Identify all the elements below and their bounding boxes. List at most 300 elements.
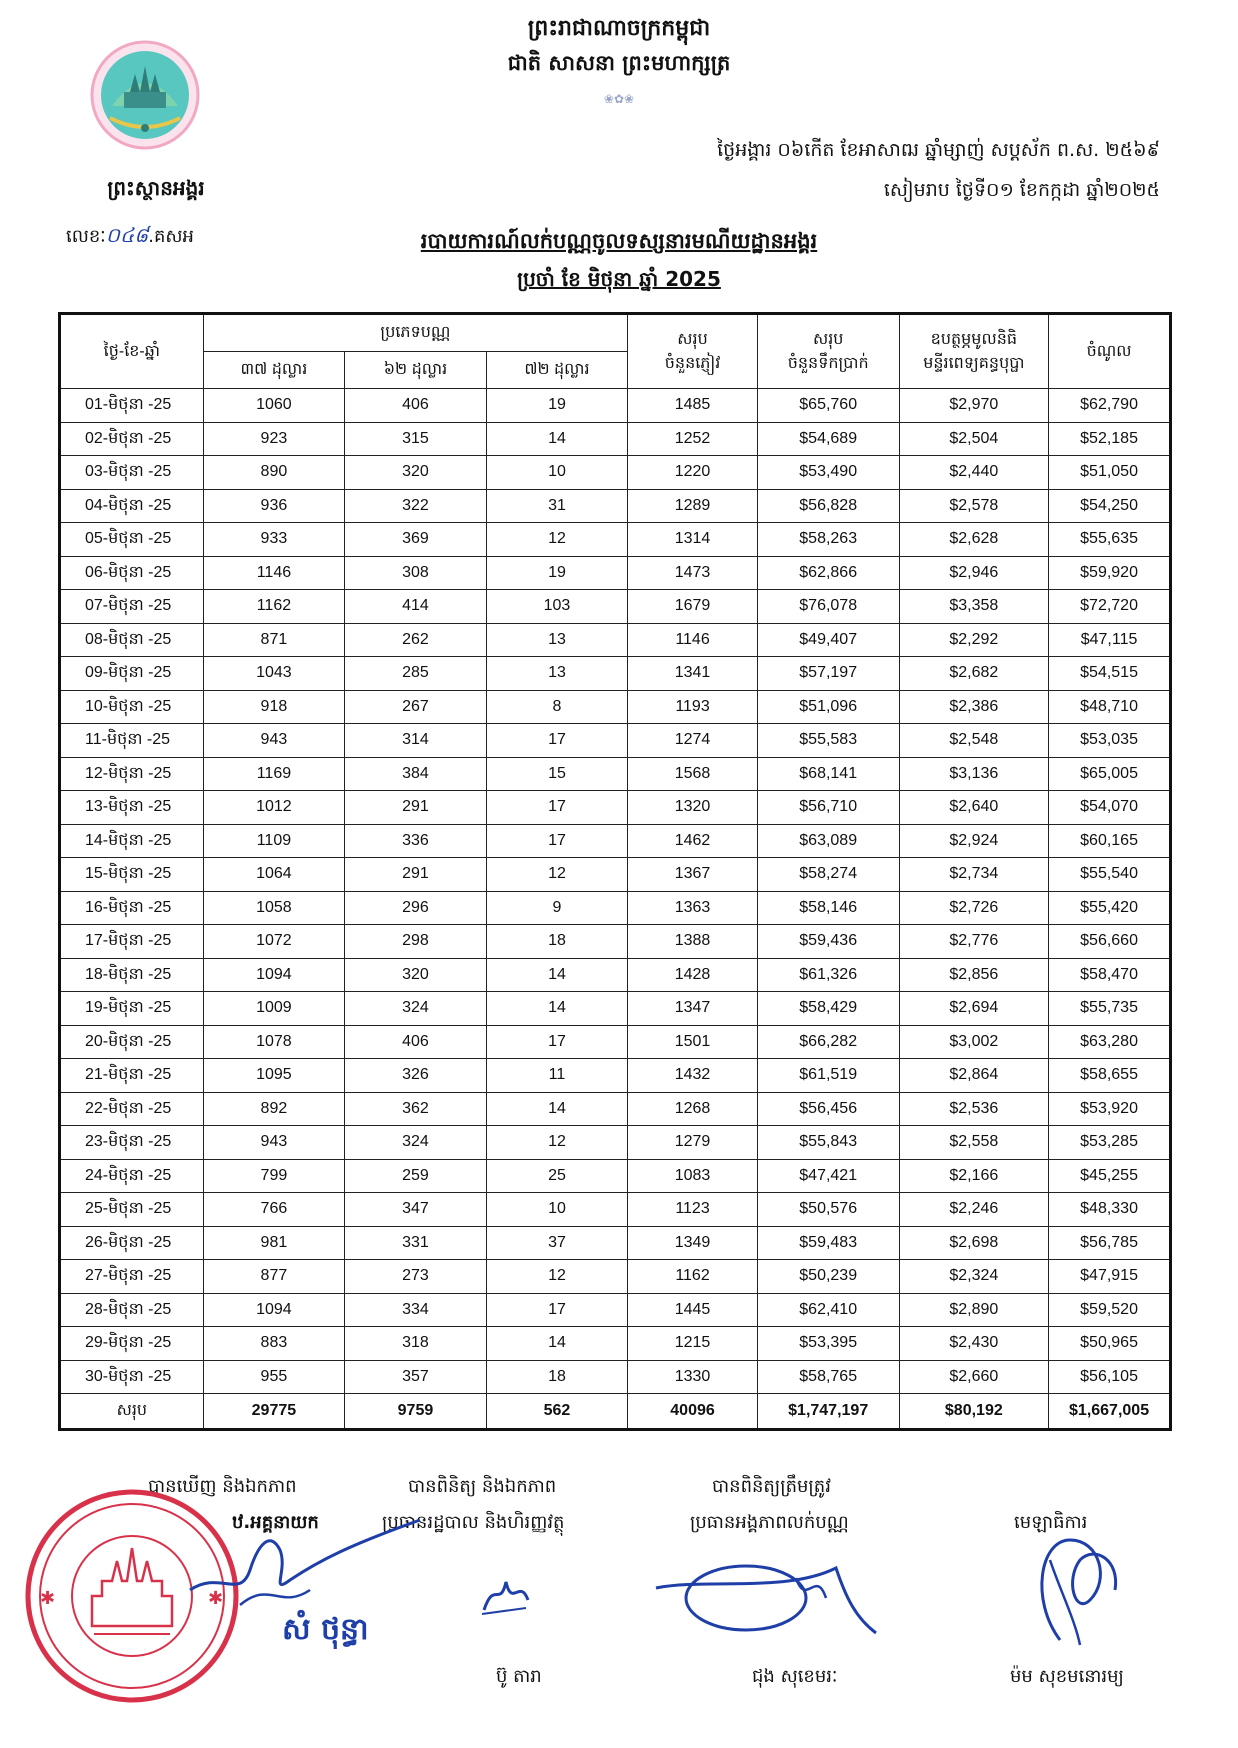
cell-ticket-72: 17 [486, 724, 628, 758]
cell-hospital-fund: $2,970 [899, 389, 1049, 423]
cell-visitors: 1473 [628, 556, 758, 590]
cell-hospital-fund: $2,548 [899, 724, 1049, 758]
cell-date: 03-មិថុនា -25 [60, 456, 204, 490]
cell-visitors: 1274 [628, 724, 758, 758]
cell-ticket-37: 892 [203, 1092, 345, 1126]
cell-amount: $59,436 [757, 925, 899, 959]
cell-income: $56,660 [1049, 925, 1171, 959]
table-row [60, 1193, 1171, 1227]
cell-amount: $59,483 [757, 1226, 899, 1260]
cell-ticket-37: 883 [203, 1327, 345, 1361]
cell-ticket-37: 943 [203, 724, 345, 758]
cell-ticket-37: 923 [203, 422, 345, 456]
cell-visitors: 1568 [628, 757, 758, 791]
cell-ticket-62: 326 [345, 1059, 487, 1093]
cell-income: $55,635 [1049, 523, 1171, 557]
cell-hospital-fund: $2,682 [899, 657, 1049, 691]
cell-ticket-37: 799 [203, 1159, 345, 1193]
cell-date: 30-មិថុនា -25 [60, 1360, 204, 1394]
cell-income: $58,470 [1049, 958, 1171, 992]
cell-ticket-72: 13 [486, 623, 628, 657]
cell-income: $55,735 [1049, 992, 1171, 1026]
cell-ticket-72: 37 [486, 1226, 628, 1260]
total-amount: $1,747,197 [757, 1394, 899, 1430]
cell-ticket-37: 1064 [203, 858, 345, 892]
cell-ticket-72: 8 [486, 690, 628, 724]
cell-hospital-fund: $2,698 [899, 1226, 1049, 1260]
cell-ticket-37: 1012 [203, 791, 345, 825]
cell-hospital-fund: $2,726 [899, 891, 1049, 925]
cell-ticket-37: 1058 [203, 891, 345, 925]
cell-ticket-37: 766 [203, 1193, 345, 1227]
cell-hospital-fund: $2,166 [899, 1159, 1049, 1193]
cell-visitors: 1320 [628, 791, 758, 825]
total-ticket-72: 562 [486, 1394, 628, 1430]
cell-income: $50,965 [1049, 1327, 1171, 1361]
cell-visitors: 1388 [628, 925, 758, 959]
total-income: $1,667,005 [1049, 1394, 1171, 1430]
table-row [60, 1059, 1171, 1093]
total-row [60, 1394, 1171, 1430]
cell-amount: $65,760 [757, 389, 899, 423]
cell-amount: $50,576 [757, 1193, 899, 1227]
cell-income: $60,165 [1049, 824, 1171, 858]
svg-text:✱: ✱ [208, 1588, 224, 1609]
cell-ticket-62: 369 [345, 523, 487, 557]
cell-income: $58,655 [1049, 1059, 1171, 1093]
cell-ticket-37: 877 [203, 1260, 345, 1294]
cell-ticket-62: 320 [345, 456, 487, 490]
cell-date: 24-មិថុនា -25 [60, 1159, 204, 1193]
admin-finance-head-title: ប្រធានរដ្ឋបាល និងហិរញ្ញវត្ថុ [382, 1512, 565, 1533]
table-row [60, 523, 1171, 557]
authority-logo-icon [90, 40, 200, 150]
cell-ticket-62: 324 [345, 1126, 487, 1160]
cell-income: $48,330 [1049, 1193, 1171, 1227]
header-total-visitors [628, 314, 758, 389]
cell-visitors: 1193 [628, 690, 758, 724]
cell-ticket-62: 273 [345, 1260, 487, 1294]
cell-date: 17-មិថុនា -25 [60, 925, 204, 959]
table-row [60, 858, 1171, 892]
cell-income: $51,050 [1049, 456, 1171, 490]
seen-approved-label: បានឃើញ និងឯកភាព [148, 1476, 297, 1497]
cell-visitors: 1268 [628, 1092, 758, 1126]
table-row [60, 1327, 1171, 1361]
cell-ticket-72: 14 [486, 992, 628, 1026]
svg-text:✱: ✱ [40, 1588, 56, 1609]
cell-ticket-72: 12 [486, 1260, 628, 1294]
cell-ticket-72: 17 [486, 1293, 628, 1327]
cell-ticket-62: 291 [345, 858, 487, 892]
cell-ticket-72: 12 [486, 1126, 628, 1160]
cell-ticket-72: 15 [486, 757, 628, 791]
cell-visitors: 1341 [628, 657, 758, 691]
cell-ticket-62: 259 [345, 1159, 487, 1193]
checked-approved-label: បានពិនិត្យ និងឯកភាព [408, 1476, 557, 1497]
cell-hospital-fund: $2,578 [899, 489, 1049, 523]
table-row [60, 824, 1171, 858]
cell-hospital-fund: $2,246 [899, 1193, 1049, 1227]
cell-hospital-fund: $3,136 [899, 757, 1049, 791]
cell-amount: $51,096 [757, 690, 899, 724]
cell-date: 28-មិថុនា -25 [60, 1293, 204, 1327]
cell-income: $56,105 [1049, 1360, 1171, 1394]
lunar-date: ថ្ងៃអង្គារ ០៦កើត ខែអាសាឍ ឆ្នាំម្សាញ់ សប្តស័ក ព.ស. ២៥៦៩ [717, 139, 1160, 161]
cell-income: $45,255 [1049, 1159, 1171, 1193]
cell-hospital-fund: $2,856 [899, 958, 1049, 992]
author-title: មេឡាធិការ [1014, 1512, 1088, 1533]
cell-hospital-fund: $2,640 [899, 791, 1049, 825]
header-hospital-fund-line2: មន្ទីរពេទ្យគន្ធបុប្ផា [923, 354, 1025, 372]
cell-hospital-fund: $2,694 [899, 992, 1049, 1026]
cell-income: $55,540 [1049, 858, 1171, 892]
cell-ticket-37: 1146 [203, 556, 345, 590]
motto-ornament: ❀✿❀ [603, 92, 635, 106]
cell-ticket-37: 1162 [203, 590, 345, 624]
cell-amount: $58,146 [757, 891, 899, 925]
cell-amount: $76,078 [757, 590, 899, 624]
table-row [60, 1260, 1171, 1294]
cell-hospital-fund: $2,558 [899, 1126, 1049, 1160]
cell-visitors: 1462 [628, 824, 758, 858]
cell-hospital-fund: $2,386 [899, 690, 1049, 724]
cell-ticket-62: 315 [345, 422, 487, 456]
cell-ticket-72: 11 [486, 1059, 628, 1093]
cell-income: $53,285 [1049, 1126, 1171, 1160]
table-row [60, 623, 1171, 657]
cell-ticket-62: 320 [345, 958, 487, 992]
cell-ticket-62: 322 [345, 489, 487, 523]
cell-visitors: 1367 [628, 858, 758, 892]
cell-hospital-fund: $2,776 [899, 925, 1049, 959]
cell-income: $54,515 [1049, 657, 1171, 691]
cell-ticket-37: 1109 [203, 824, 345, 858]
table-row [60, 958, 1171, 992]
cell-ticket-37: 981 [203, 1226, 345, 1260]
cell-hospital-fund: $2,660 [899, 1360, 1049, 1394]
cell-date: 09-មិថុនា -25 [60, 657, 204, 691]
cell-ticket-62: 347 [345, 1193, 487, 1227]
table-row [60, 456, 1171, 490]
cell-ticket-72: 12 [486, 523, 628, 557]
cell-hospital-fund: $2,430 [899, 1327, 1049, 1361]
cell-hospital-fund: $2,440 [899, 456, 1049, 490]
cell-amount: $56,710 [757, 791, 899, 825]
cell-ticket-72: 14 [486, 1327, 628, 1361]
ticket-unit-head-title: ប្រធានអង្គភាពលក់បណ្ណ [690, 1512, 849, 1533]
cell-hospital-fund: $3,002 [899, 1025, 1049, 1059]
cell-ticket-62: 318 [345, 1327, 487, 1361]
cell-date: 15-មិថុនា -25 [60, 858, 204, 892]
cell-hospital-fund: $2,890 [899, 1293, 1049, 1327]
cell-hospital-fund: $2,536 [899, 1092, 1049, 1126]
cell-ticket-62: 406 [345, 1025, 487, 1059]
author-name: ម៉ម សុខមនោរម្យ [1010, 1666, 1124, 1687]
cell-visitors: 1679 [628, 590, 758, 624]
header-ticket-62: ៦២ ដុល្លារ [345, 352, 487, 389]
cell-date: 14-មិថុនា -25 [60, 824, 204, 858]
header-ticket-72: ៧២ ដុល្លារ [486, 352, 628, 389]
cell-ticket-62: 331 [345, 1226, 487, 1260]
cell-ticket-37: 1169 [203, 757, 345, 791]
cell-date: 04-មិថុនា -25 [60, 489, 204, 523]
cell-amount: $61,326 [757, 958, 899, 992]
header-total-amount-line2: ចំនួនទឹកប្រាក់ [787, 354, 869, 372]
cell-ticket-62: 362 [345, 1092, 487, 1126]
issuing-office: ព្រះស្ថានអង្គរ [107, 176, 205, 200]
table-row [60, 1092, 1171, 1126]
cell-visitors: 1220 [628, 456, 758, 490]
header-hospital-fund [899, 314, 1049, 389]
cell-ticket-37: 936 [203, 489, 345, 523]
table-row [60, 925, 1171, 959]
cell-ticket-37: 1009 [203, 992, 345, 1026]
table-row [60, 1360, 1171, 1394]
table-row [60, 422, 1171, 456]
cell-date: 01-មិថុនា -25 [60, 389, 204, 423]
cell-ticket-37: 1072 [203, 925, 345, 959]
cell-ticket-62: 324 [345, 992, 487, 1026]
cell-date: 29-មិថុនា -25 [60, 1327, 204, 1361]
cell-income: $63,280 [1049, 1025, 1171, 1059]
total-ticket-37: 29775 [203, 1394, 345, 1430]
verified-label: បានពិនិត្យត្រឹមត្រូវ [712, 1476, 831, 1497]
table-row [60, 1025, 1171, 1059]
cell-hospital-fund: $2,924 [899, 824, 1049, 858]
cell-ticket-37: 1094 [203, 958, 345, 992]
cell-visitors: 1289 [628, 489, 758, 523]
table-row [60, 791, 1171, 825]
cell-ticket-62: 357 [345, 1360, 487, 1394]
table-row [60, 489, 1171, 523]
cell-ticket-72: 13 [486, 657, 628, 691]
cell-date: 21-មិថុនា -25 [60, 1059, 204, 1093]
cell-ticket-72: 17 [486, 1025, 628, 1059]
cell-ticket-37: 933 [203, 523, 345, 557]
cell-ticket-62: 336 [345, 824, 487, 858]
cell-ticket-37: 871 [203, 623, 345, 657]
cell-ticket-37: 1094 [203, 1293, 345, 1327]
table-row [60, 891, 1171, 925]
cell-hospital-fund: $3,358 [899, 590, 1049, 624]
total-hospital-fund: $80,192 [899, 1394, 1049, 1430]
cell-income: $52,185 [1049, 422, 1171, 456]
cell-visitors: 1445 [628, 1293, 758, 1327]
deputy-director-signature-icon [180, 1510, 430, 1620]
admin-finance-head-name: ប៊ូ តារា [496, 1666, 542, 1687]
cell-date: 22-មិថុនា -25 [60, 1092, 204, 1126]
cell-ticket-72: 14 [486, 1092, 628, 1126]
cell-date: 16-មិថុនា -25 [60, 891, 204, 925]
cell-visitors: 1083 [628, 1159, 758, 1193]
cell-ticket-37: 943 [203, 1126, 345, 1160]
cell-income: $54,070 [1049, 791, 1171, 825]
cell-date: 12-មិថុនា -25 [60, 757, 204, 791]
cell-date: 18-មិថុនា -25 [60, 958, 204, 992]
reference-prefix: លេខៈ [66, 226, 106, 247]
cell-ticket-72: 25 [486, 1159, 628, 1193]
header-income: ចំណូល [1049, 314, 1171, 389]
table-row [60, 757, 1171, 791]
ticket-unit-head-signature-icon [646, 1538, 886, 1648]
reference-handwritten-number: ០៤៨ [105, 223, 149, 247]
ticket-unit-head-name: ជុង សុខេមរៈ [752, 1666, 838, 1687]
cell-visitors: 1123 [628, 1193, 758, 1227]
cell-amount: $53,490 [757, 456, 899, 490]
total-label: សរុប [60, 1394, 204, 1430]
cell-amount: $68,141 [757, 757, 899, 791]
cell-ticket-62: 285 [345, 657, 487, 691]
header-ticket-type: ប្រភេទបណ្ណ [203, 314, 628, 352]
cell-date: 23-មិថុនា -25 [60, 1126, 204, 1160]
cell-income: $55,420 [1049, 891, 1171, 925]
solar-date: សៀមរាប ថ្ងៃទី០១ ខែកក្កដា ឆ្នាំ២០២៥ [883, 179, 1160, 201]
cell-ticket-72: 18 [486, 925, 628, 959]
cell-ticket-72: 14 [486, 422, 628, 456]
cell-visitors: 1279 [628, 1126, 758, 1160]
cell-date: 13-មិថុនា -25 [60, 791, 204, 825]
cell-hospital-fund: $2,734 [899, 858, 1049, 892]
cell-visitors: 1215 [628, 1327, 758, 1361]
cell-ticket-62: 291 [345, 791, 487, 825]
header-hospital-fund-line1: ឧបត្ថម្ភមូលនិធិ [930, 330, 1017, 348]
cell-ticket-72: 17 [486, 791, 628, 825]
header-total-amount-line1: សរុប [812, 330, 844, 348]
total-visitors: 40096 [628, 1394, 758, 1430]
cell-date: 20-មិថុនា -25 [60, 1025, 204, 1059]
reference-suffix: .គសអ [148, 226, 194, 247]
cell-hospital-fund: $2,864 [899, 1059, 1049, 1093]
cell-visitors: 1363 [628, 891, 758, 925]
cell-income: $65,005 [1049, 757, 1171, 791]
cell-date: 25-មិថុនា -25 [60, 1193, 204, 1227]
cell-hospital-fund: $2,946 [899, 556, 1049, 590]
cell-ticket-62: 262 [345, 623, 487, 657]
cell-hospital-fund: $2,628 [899, 523, 1049, 557]
table-row [60, 724, 1171, 758]
cell-visitors: 1330 [628, 1360, 758, 1394]
header-ticket-37: ៣៧ ដុល្លារ [203, 352, 345, 389]
cell-amount: $63,089 [757, 824, 899, 858]
cell-income: $62,790 [1049, 389, 1171, 423]
cell-ticket-62: 406 [345, 389, 487, 423]
total-ticket-62: 9759 [345, 1394, 487, 1430]
kingdom-heading: ព្រះរាជាណាចក្រកម្ពុជា [527, 16, 711, 41]
cell-ticket-72: 17 [486, 824, 628, 858]
cell-ticket-62: 384 [345, 757, 487, 791]
cell-ticket-62: 414 [345, 590, 487, 624]
cell-date: 27-មិថុនា -25 [60, 1260, 204, 1294]
cell-amount: $58,765 [757, 1360, 899, 1394]
cell-ticket-62: 296 [345, 891, 487, 925]
cell-ticket-37: 1095 [203, 1059, 345, 1093]
table-row [60, 992, 1171, 1026]
cell-visitors: 1349 [628, 1226, 758, 1260]
cell-hospital-fund: $2,504 [899, 422, 1049, 456]
cell-ticket-72: 10 [486, 456, 628, 490]
ticket-sales-table [58, 312, 1172, 1431]
cell-amount: $53,395 [757, 1327, 899, 1361]
cell-amount: $55,843 [757, 1126, 899, 1160]
cell-date: 26-មិថុនា -25 [60, 1226, 204, 1260]
cell-amount: $57,197 [757, 657, 899, 691]
table-row [60, 657, 1171, 691]
admin-finance-head-signature-icon [476, 1560, 536, 1620]
cell-ticket-37: 918 [203, 690, 345, 724]
header-total-amount [757, 314, 899, 389]
author-signature-icon [1020, 1520, 1130, 1650]
cell-visitors: 1501 [628, 1025, 758, 1059]
cell-income: $48,710 [1049, 690, 1171, 724]
cell-visitors: 1162 [628, 1260, 758, 1294]
cell-ticket-62: 308 [345, 556, 487, 590]
cell-amount: $58,274 [757, 858, 899, 892]
cell-income: $59,920 [1049, 556, 1171, 590]
cell-amount: $47,421 [757, 1159, 899, 1193]
cell-ticket-72: 31 [486, 489, 628, 523]
cell-date: 05-មិថុនា -25 [60, 523, 204, 557]
cell-ticket-72: 19 [486, 556, 628, 590]
cell-income: $54,250 [1049, 489, 1171, 523]
cell-amount: $54,689 [757, 422, 899, 456]
cell-ticket-37: 1060 [203, 389, 345, 423]
cell-ticket-72: 14 [486, 958, 628, 992]
cell-ticket-37: 955 [203, 1360, 345, 1394]
cell-date: 07-មិថុនា -25 [60, 590, 204, 624]
cell-ticket-37: 1078 [203, 1025, 345, 1059]
cell-ticket-72: 9 [486, 891, 628, 925]
cell-amount: $56,456 [757, 1092, 899, 1126]
cell-ticket-72: 103 [486, 590, 628, 624]
cell-hospital-fund: $2,324 [899, 1260, 1049, 1294]
table-row [60, 556, 1171, 590]
table-row [60, 590, 1171, 624]
cell-ticket-37: 1043 [203, 657, 345, 691]
header-total-visitors-line2: ចំនួនភ្ញៀវ [664, 354, 721, 372]
cell-ticket-72: 19 [486, 389, 628, 423]
header-total-visitors-line1: សរុប [677, 330, 708, 348]
cell-income: $47,915 [1049, 1260, 1171, 1294]
table-row [60, 1126, 1171, 1160]
header-date: ថ្ងៃ-ខែ-ឆ្នាំ [60, 314, 204, 389]
cell-date: 11-មិថុនា -25 [60, 724, 204, 758]
table-row [60, 690, 1171, 724]
cell-income: $56,785 [1049, 1226, 1171, 1260]
national-motto: ជាតិ សាសនា ព្រះមហាក្សត្រ [507, 51, 731, 75]
cell-amount: $61,519 [757, 1059, 899, 1093]
cell-amount: $58,263 [757, 523, 899, 557]
cell-date: 02-មិថុនា -25 [60, 422, 204, 456]
cell-visitors: 1252 [628, 422, 758, 456]
cell-ticket-72: 12 [486, 858, 628, 892]
cell-visitors: 1485 [628, 389, 758, 423]
cell-visitors: 1314 [628, 523, 758, 557]
cell-ticket-62: 267 [345, 690, 487, 724]
cell-ticket-62: 298 [345, 925, 487, 959]
cell-visitors: 1432 [628, 1059, 758, 1093]
cell-visitors: 1347 [628, 992, 758, 1026]
cell-ticket-62: 314 [345, 724, 487, 758]
cell-income: $53,920 [1049, 1092, 1171, 1126]
cell-income: $47,115 [1049, 623, 1171, 657]
cell-amount: $56,828 [757, 489, 899, 523]
table-row [60, 389, 1171, 423]
cell-amount: $58,429 [757, 992, 899, 1026]
cell-date: 08-មិថុនា -25 [60, 623, 204, 657]
cell-ticket-72: 10 [486, 1193, 628, 1227]
cell-amount: $66,282 [757, 1025, 899, 1059]
